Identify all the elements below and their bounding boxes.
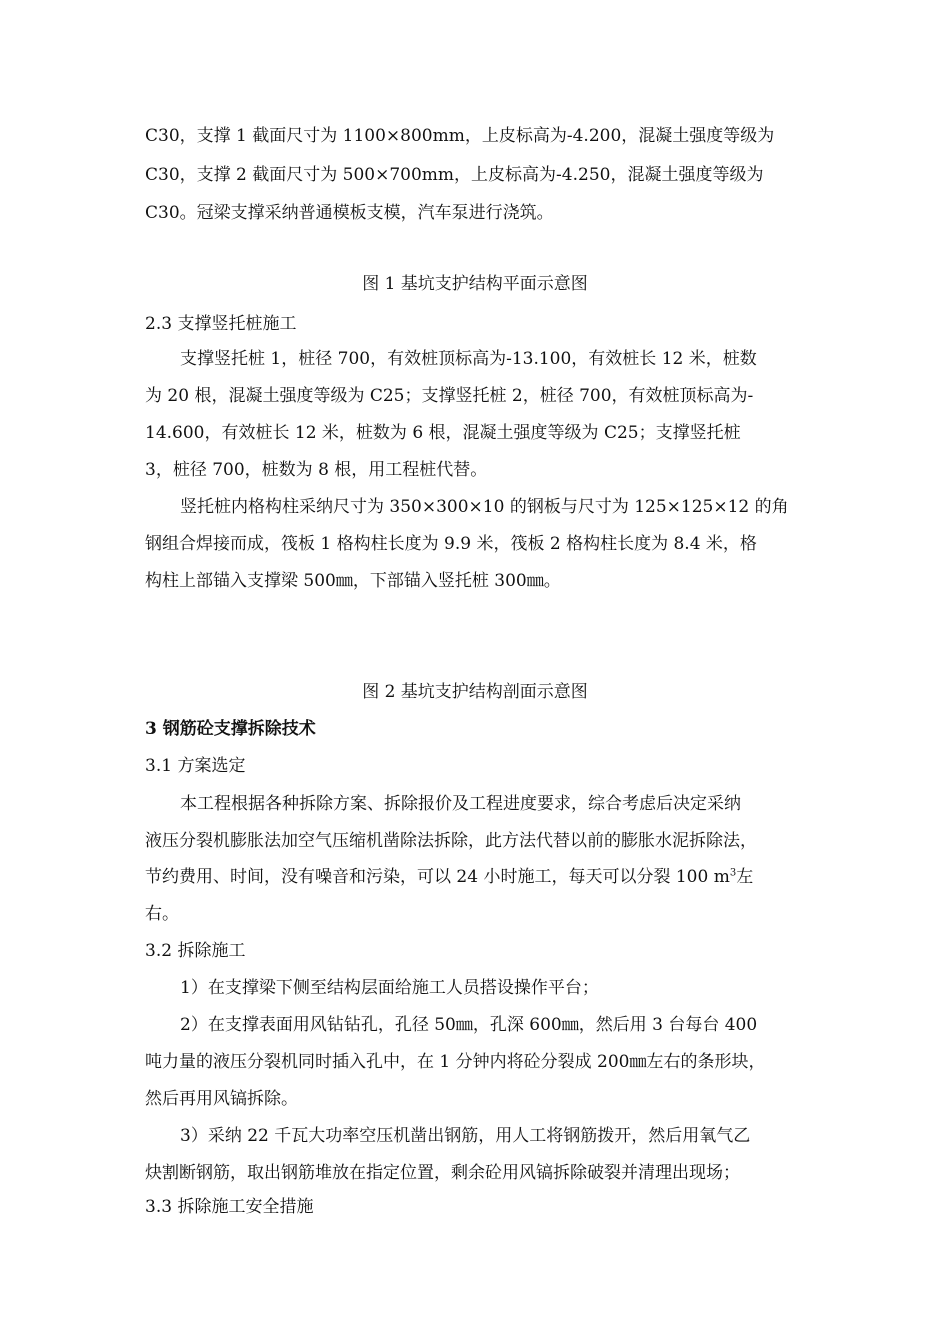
section-2-3-para1-line-1: 支撑竖托桩 1，桩径 700，有效桩顶标高为-13.100，有效桩长 12 米，桩数 xyxy=(180,349,757,369)
section-2-3-para1-line-4: 3，桩径 700，桩数为 8 根，用工程桩代替。 xyxy=(145,460,488,480)
intro-line-2: C30，支撑 2 截面尺寸为 500×700mm，上皮标高为-4.250，混凝土强度等级为 xyxy=(145,165,764,185)
section-2-3-para1-line-3: 14.600，有效桩长 12 米，桩数为 6 根，混凝土强度等级为 C25；支撑竖托桩 xyxy=(145,423,741,443)
cubic-superscript: 3 xyxy=(729,867,737,879)
section-3-1-heading: 3.1 方案选定 xyxy=(145,756,246,776)
section-3-1-line-2: 液压分裂机膨胀法加空气压缩机凿除法拆除，此方法代替以前的膨胀水泥拆除法， xyxy=(145,831,757,851)
step-2-line-2: 吨力量的液压分裂机同时插入孔中，在 1 分钟内将砼分裂成 200㎜左右的条形块， xyxy=(145,1052,766,1072)
figure-2-caption: 图 2 基坑支护结构剖面示意图 xyxy=(362,682,588,702)
section-3-1-line-3 xyxy=(145,866,753,888)
step-2-line-1: 2）在支撑表面用风钻钻孔，孔径 50㎜，孔深 600㎜，然后用 3 台每台 400 xyxy=(180,1015,758,1035)
section-3-1-line-3-tail: 左 xyxy=(736,867,754,887)
intro-line-1: C30，支撑 1 截面尺寸为 1100×800mm，上皮标高为-4.200，混凝土强度等级为 xyxy=(145,126,775,146)
section-3-1-line-1: 本工程根据各种拆除方案、拆除报价及工程进度要求，综合考虑后决定采纳 xyxy=(180,794,741,814)
section-2-3-heading: 2.3 支撑竖托桩施工 xyxy=(145,314,297,334)
section-2-3-para2-line-3: 构柱上部锚入支撑梁 500㎜，下部锚入竖托桩 300㎜。 xyxy=(145,571,561,591)
section-3-2-heading: 3.2 拆除施工 xyxy=(145,941,246,961)
section-3-3-heading: 3.3 拆除施工安全措施 xyxy=(145,1197,314,1217)
step-3-line-1: 3）采纳 22 千瓦大功率空压机凿出钢筋，用人工将钢筋拨开，然后用氧气乙 xyxy=(180,1126,751,1146)
figure-1-caption: 图 1 基坑支护结构平面示意图 xyxy=(362,274,588,294)
section-3-1-line-3-text: 节约费用、时间，没有噪音和污染，可以 24 小时施工，每天可以分裂 100 m xyxy=(145,867,730,887)
section-2-3-para1-line-2: 为 20 根，混凝土强度等级为 C25；支撑竖托桩 2，桩径 700，有效桩顶标高为- xyxy=(145,386,754,406)
step-3-line-2: 炔割断钢筋，取出钢筋堆放在指定位置，剩余砼用风镐拆除破裂并清理出现场； xyxy=(145,1163,740,1183)
intro-line-3: C30。冠梁支撑采纳普通模板支模，汽车泵进行浇筑。 xyxy=(145,203,554,223)
step-2-line-3: 然后再用风镐拆除。 xyxy=(145,1089,298,1109)
section-2-3-para2-line-2: 钢组合焊接而成，筏板 1 格构柱长度为 9.9 米，筏板 2 格构柱长度为 8.4 米，格 xyxy=(145,534,757,554)
section-2-3-para2-line-1: 竖托桩内格构柱采纳尺寸为 350×300×10 的钢板与尺寸为 125×125×12 的角 xyxy=(180,497,789,517)
section-3-heading: 3 钢筋砼支撑拆除技术 xyxy=(145,719,316,739)
section-3-1-line-4: 右。 xyxy=(145,904,179,924)
step-1-line-1: 1）在支撑梁下侧至结构层面给施工人员搭设操作平台； xyxy=(180,978,599,998)
